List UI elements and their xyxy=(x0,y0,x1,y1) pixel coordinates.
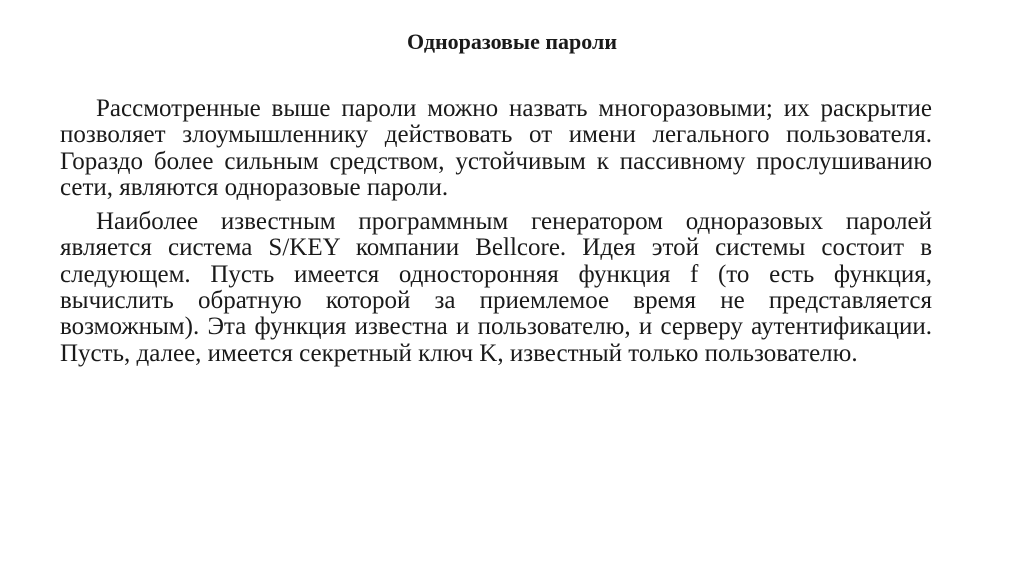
paragraph-1: Рассмотренные выше пароли можно назвать многоразовыми; их раскрытие позволяет злоумышленнику действовать от имени легального пользователя. Гораздо более сильным средством, устойчивым к пассивному прослушиванию сети, являются одноразовые пароли. xyxy=(60,95,932,201)
paragraph-2: Наиболее известным программным генератором одноразовых паролей является система S/KEY компании Bellcore. Идея этой системы состоит в следующем. Пусть имеется односторонняя функция f (то есть функция, вычислить обратную которой за приемлемое время не представляется возможным). Эта функция известна и пользователю, и серверу аутентификации. Пусть, далее, имеется секретный ключ K, известный только пользователю. xyxy=(60,208,932,367)
slide-title: Одноразовые пароли xyxy=(407,29,617,54)
slide-body xyxy=(60,96,932,367)
